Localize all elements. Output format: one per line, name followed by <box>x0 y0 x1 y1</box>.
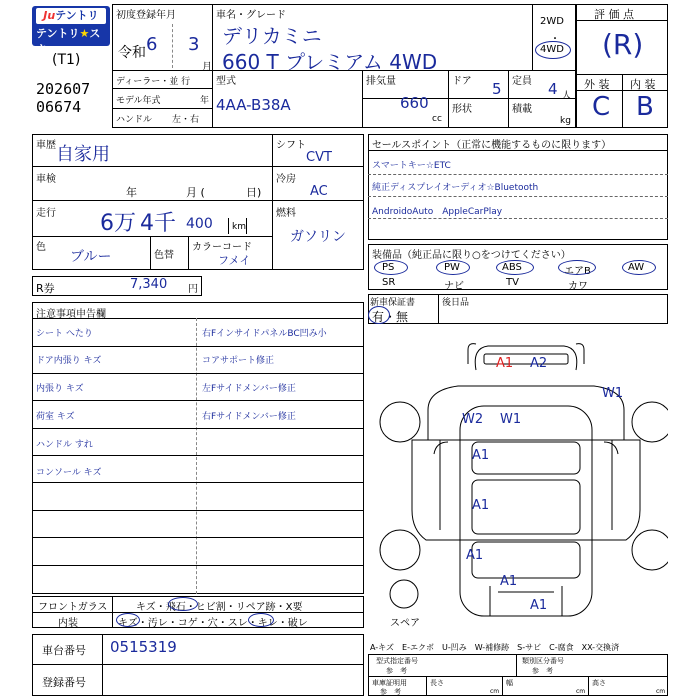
sales-item-1: スマートキー☆ETC <box>372 161 451 171</box>
shift-value: CVT <box>306 150 332 165</box>
note-left-4: 荷室 キズ <box>36 412 75 422</box>
car-damage-diagram <box>368 330 668 626</box>
model-value: 4AA-B38A <box>216 96 291 114</box>
mileage-man: 6万 <box>100 211 136 236</box>
damage-a2-front: A2 <box>530 356 548 371</box>
model-label: 型式 <box>216 76 236 87</box>
drive-dot: ・ <box>550 34 560 45</box>
capacity-label: 定員 <box>512 76 532 87</box>
doors-value: 5 <box>492 80 502 98</box>
equipment-label: 装備品（純正品に限り○をつけてください） <box>372 250 571 261</box>
mileage-label: 走行 <box>36 208 56 219</box>
note-right-3: 左Fサイドメンバー修正 <box>202 384 296 394</box>
inspection-month: 月 ( <box>186 186 205 199</box>
warranty-no: 無 <box>396 310 409 324</box>
inspection-year: 年 <box>126 186 137 199</box>
warranty-sep: ・ <box>384 310 397 324</box>
logo-ju: Ju <box>43 9 56 22</box>
equip-sr: SR <box>382 277 396 288</box>
equip-abs: ABS <box>502 262 522 273</box>
lot-line2: 06674 <box>36 98 82 116</box>
chassis-label: 車台番号 <box>42 644 86 657</box>
drive-circle <box>535 41 571 59</box>
model-year-unit: 年 <box>200 96 210 106</box>
note-left-5: ハンドル すれ <box>36 440 93 450</box>
fuel-value: ガソリン <box>290 229 346 245</box>
damage-a1-front: A1 <box>496 356 514 371</box>
damage-legend: A-キズ E-エクボ U-凹み W-補修跡 S-サビ C-腐食 XX-交換済 <box>370 643 620 652</box>
cert-length-label: 長さ <box>430 679 444 687</box>
load-unit: kg <box>560 116 571 126</box>
capacity-value: 4 <box>548 80 558 98</box>
mileage-sen: 4千 <box>140 211 176 236</box>
ac-label: 冷房 <box>276 174 296 185</box>
mileage-unit: km <box>232 222 246 232</box>
cert-label: 車庫証明用 <box>372 679 407 687</box>
cert-length-unit: cm <box>490 688 500 695</box>
capacity-unit: 人 <box>562 91 572 101</box>
note-left-1: シート へたり <box>36 329 93 339</box>
damage-a1-rear-door: A1 <box>466 548 484 563</box>
recycle-box <box>32 276 202 296</box>
note-right-1: 右FインサイドパネルBC凹み小 <box>202 329 327 339</box>
color-code-value: フメイ <box>218 254 251 267</box>
car-name-label: 車名・グレード <box>216 10 286 21</box>
equip-navi: ナビ <box>444 281 464 292</box>
color-change-label: 色替 <box>154 250 174 261</box>
inspection-label: 車検 <box>36 174 56 185</box>
logo-bottom-right: スター <box>36 27 101 56</box>
color-value: ブルー <box>70 249 112 265</box>
equip-aw-circle <box>622 260 656 275</box>
ext-label: 外 装 <box>584 78 610 91</box>
interior-options: キズ・汚レ・コゲ・穴・スレ・キレ・破レ <box>118 618 308 629</box>
history-label: 車歴 <box>36 140 56 151</box>
model-year-label: モデル年式 <box>116 96 161 106</box>
spare-tire-icon <box>390 580 418 608</box>
eval-label: 評 価 点 <box>594 8 634 21</box>
equip-pw-circle <box>436 260 470 275</box>
displacement-unit: cc <box>432 114 442 124</box>
equip-pw: PW <box>444 262 460 273</box>
equip-aw: AW <box>628 262 645 273</box>
first-reg-label: 初度登録年月 <box>116 10 176 21</box>
note-right-4: 右Fサイドメンバー修正 <box>202 412 296 422</box>
recycle-label: R券 <box>36 282 55 295</box>
first-reg-month: 3 <box>188 34 200 55</box>
first-reg-year: 6 <box>146 34 158 55</box>
drive-2wd: 2WD <box>540 16 564 27</box>
history-value: 自家用 <box>56 144 110 165</box>
shape-label: 形状 <box>452 104 472 115</box>
era-label: 令和 <box>118 45 146 61</box>
lot-code: (T1) <box>52 52 81 68</box>
class-number-label: 類別区分番号 <box>522 657 564 665</box>
note-left-6: コンソール キズ <box>36 468 102 478</box>
spare-label: スペア <box>390 618 420 629</box>
damage-a1-rear: A1 <box>530 598 548 613</box>
logo-top-text: テントリ <box>55 9 99 22</box>
cert-height-label: 高さ <box>592 679 606 687</box>
equip-tv: TV <box>506 277 519 288</box>
dealer-logo <box>32 6 110 56</box>
damage-a1-door: A1 <box>472 498 490 513</box>
sales-label: セールスポイント（正常に機能するものに限ります） <box>372 140 612 151</box>
sales-item-2: 純正ディスプレイオーディオ☆Bluetooth <box>372 183 539 193</box>
note-right-2: コアサポート修正 <box>202 356 275 366</box>
ext-grade: C <box>592 92 611 122</box>
cert-width-label: 幅 <box>506 679 513 687</box>
registration-label: 登録番号 <box>42 676 86 689</box>
damage-w2-left: W2 <box>462 412 484 427</box>
warranty-label: 新車保証書 <box>370 298 416 308</box>
glass-label: フロントガラス <box>38 602 108 613</box>
type-designation-sub: 参 考 <box>386 667 407 675</box>
dealer-label: ディーラー・並 行 <box>116 77 191 87</box>
damage-w1-hood: W1 <box>500 412 522 427</box>
type-designation-label: 型式指定番号 <box>376 657 418 665</box>
inspection-day: 日) <box>246 186 262 199</box>
int-label: 内 装 <box>630 78 656 91</box>
lot-line1: 202607 <box>36 80 91 98</box>
damage-w1-right: W1 <box>602 386 624 401</box>
star-icon: ★ <box>79 27 90 40</box>
logo-bottom-left: テントリ <box>36 27 80 40</box>
car-name: デリカミニ <box>222 24 322 48</box>
cert-width-unit: cm <box>576 688 586 695</box>
chassis-value: 0515319 <box>110 638 177 656</box>
cert-sub: 参 考 <box>380 688 401 696</box>
warranty-circle <box>368 306 390 324</box>
handle-value: 左・右 <box>172 115 200 125</box>
glass-stone-circle <box>168 597 198 611</box>
warranty-yes: 有 <box>372 310 385 324</box>
displacement-label: 排気量 <box>366 76 396 87</box>
doors-label: ドア <box>452 76 472 87</box>
eval-value: (R) <box>602 28 644 61</box>
damage-a1-quarter: A1 <box>500 574 518 589</box>
color-code-label: カラーコード <box>192 242 252 253</box>
equip-leather: カワ <box>568 281 588 292</box>
interior-scratch-circle <box>116 613 140 627</box>
note-left-2: ドア内張り キズ <box>36 356 102 366</box>
shift-label: シフト <box>276 140 306 151</box>
displacement-value: 660 <box>400 94 429 112</box>
drive-4wd: 4WD <box>540 44 564 55</box>
interior-rub-circle <box>248 613 274 627</box>
cert-height-unit: cm <box>656 688 666 695</box>
class-number-sub: 参 考 <box>532 667 553 675</box>
color-label: 色 <box>36 242 46 253</box>
delivery-label: 後日品 <box>442 298 470 308</box>
damage-a1-fender: A1 <box>472 448 490 463</box>
recycle-value: 7,340 <box>130 277 168 292</box>
interior-label: 内装 <box>58 618 78 629</box>
sales-item-3: AndroidoAuto AppleCarPlay <box>372 207 503 217</box>
equip-ps-circle <box>374 260 408 275</box>
note-left-3: 内張り キズ <box>36 384 84 394</box>
equip-airbag: エアB <box>564 266 591 277</box>
glass-options: キズ・飛石・ヒビ割・リペア跡・X要 <box>136 602 303 613</box>
equip-ps: PS <box>382 262 395 273</box>
ac-value: AC <box>310 184 328 199</box>
mileage-hundreds: 400 <box>186 216 213 232</box>
handle-label: ハンドル <box>116 115 153 125</box>
notes-label: 注意事項申告欄 <box>36 309 106 320</box>
int-grade: B <box>636 92 654 122</box>
load-label: 積載 <box>512 104 532 115</box>
recycle-unit: 円 <box>188 284 198 295</box>
car-grade: 660 T プレミアム 4WD <box>222 50 438 74</box>
equip-airbag-circle <box>558 260 596 275</box>
month-unit: 月 <box>202 62 212 73</box>
fuel-label: 燃料 <box>276 208 296 219</box>
equip-abs-circle <box>496 260 534 275</box>
